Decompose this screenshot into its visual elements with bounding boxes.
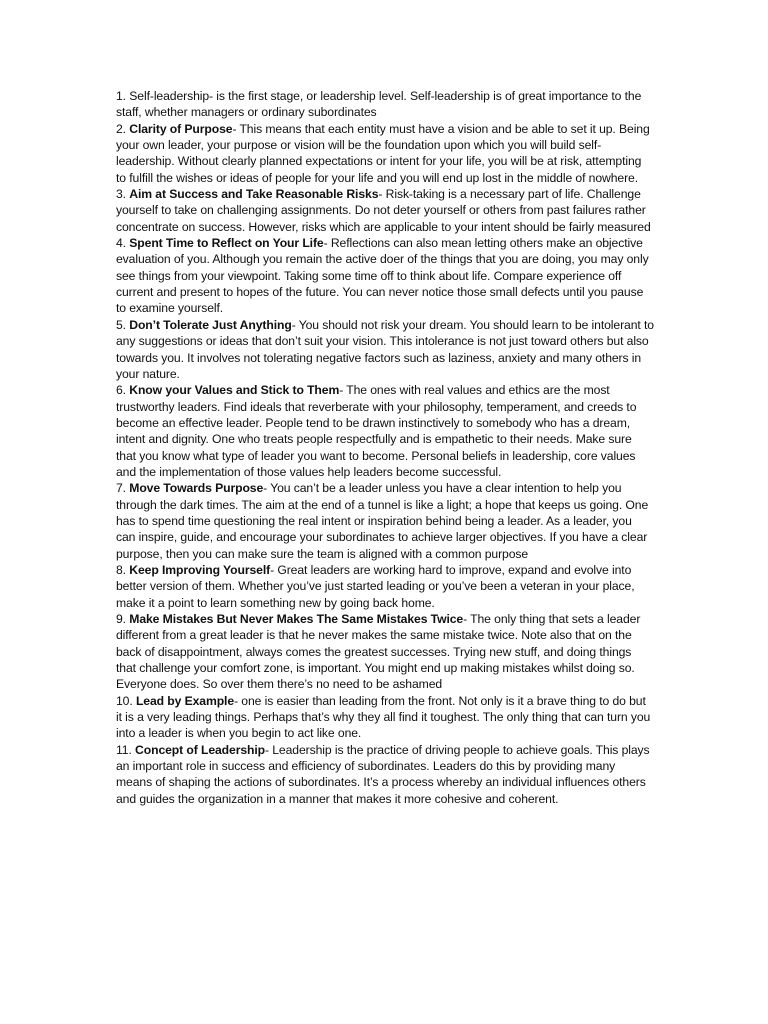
item-heading: Lead by Example — [135, 693, 235, 708]
document-body — [116, 88, 654, 807]
item-number: 8. — [116, 562, 126, 577]
list-item-1 — [116, 88, 654, 121]
item-text: - Leadership is the practice of driving people to achieve goals. This plays an important role in success and efficiency of subordinates. Leaders do this by providing many means of shaping the actions of subordinates. It’s a process whereby an individual influences others and guides the organization in a manner that makes it more cohesive and coherent. — [116, 742, 650, 806]
item-number: 5. — [116, 317, 126, 332]
list-item-7 — [116, 480, 654, 562]
item-text: - Great leaders are working hard to improve, expand and evolve into better version of them. Whether you’ve just started leading or you’ve been a veteran in your place, make it a point to learn something new by going back home. — [116, 562, 635, 610]
list-item-8 — [116, 562, 654, 611]
item-text: - You should not risk your dream. You should learn to be intolerant to any suggestions or ideas that don’t suit your vision. This intolerance is not just toward others but also towards you. It involves not tolerating negative factors such as laziness, anxiety and many others in your nature. — [116, 317, 654, 381]
item-heading: Don’t Tolerate Just Anything — [129, 317, 292, 332]
item-number: 1. — [116, 89, 126, 103]
item-number: 7. — [116, 481, 126, 496]
item-heading: Spent Time to Reflect on Your Life — [129, 236, 324, 251]
item-text: Self-leadership- is the first stage, or leadership level. Self-leadership is of great importance to the staff, whether managers or ordinary subordinates — [116, 89, 642, 120]
item-heading: Concept of Leadership — [135, 742, 265, 757]
item-text: - This means that each entity must have a vision and be able to set it up. Being your own leader, your purpose or vision will be the foundation upon which you will build self-leadership. Without clearly planned expectations or intent for your life, you will be at risk, attempting to fulfill the wishes or ideas of people for your life and you will end up lost in the middle of nowhere. — [116, 121, 650, 185]
item-number: 6. — [116, 383, 126, 398]
list-item-10 — [116, 693, 654, 742]
item-text: - The only thing that sets a leader different from a great leader is that he never makes the same mistake twice. Note also that on the back of disappointment, always comes the greatest successes. Trying new stuff, and doing things that challenge your comfort zone, is important. You might end up making mistakes whilst doing so. Everyone does. So over them there’s no need to be ashamed — [116, 612, 641, 692]
item-text: - Reflections can also mean letting others make an objective evaluation of you. Although you remain the active doer of the things that you are doing, you may only see things from your viewpoint. Taking some time off to think about life. Compare experience off current and present to hopes of the future. You can never notice those small defects until you pause to examine yourself. — [116, 236, 649, 316]
item-text: - The ones with real values and ethics are the most trustworthy leaders. Find ideals that reverberate with your philosophy, temperament, and creeds to become an effective leader. People tend to be drawn instinctively to somebody who has a dream, intent and dignity. One who treats people respectfully and is empathetic to their needs. Make sure that you know what type of leader you want to become. Personal beliefs in leadership, core values and the implementation of those values help leaders become successful. — [116, 383, 637, 479]
item-heading: Aim at Success and Take Reasonable Risks — [129, 187, 379, 202]
list-item-9 — [116, 611, 654, 693]
item-heading: Move Towards Purpose — [129, 481, 264, 496]
item-text: - You can’t be a leader unless you have a clear intention to help you through the dark times. The aim at the end of a tunnel is like a light; a hope that keeps us going. One has to spend time questioning the real intent or inspiration behind being a leader. As a leader, you can inspire, guide, and encourage your subordinates to achieve larger objectives. If you have a clear purpose, then you can make sure the team is aligned with a common purpose — [116, 481, 649, 561]
item-number: 4. — [116, 236, 126, 251]
list-item-6 — [116, 382, 654, 480]
item-number: 9. — [116, 612, 126, 626]
list-item-3 — [116, 186, 654, 235]
item-heading: Know your Values and Stick to Them — [129, 383, 340, 398]
item-heading: Keep Improving Yourself — [129, 562, 271, 577]
list-item-5 — [116, 317, 654, 382]
item-text: - Risk-taking is a necessary part of life. Challenge yourself to take on challenging assignments. Do not deter yourself or others from past failures rather concentrate on success. However, risks which are applicable to your intent should be fairly measured — [116, 187, 651, 234]
item-number: 3. — [116, 187, 126, 202]
item-number: 2. — [116, 121, 126, 136]
item-number: 10. — [116, 693, 133, 708]
item-number: 11. — [116, 742, 132, 757]
list-item-4 — [116, 235, 654, 317]
item-heading: Make Mistakes But Never Makes The Same Mistakes Twice — [129, 612, 464, 626]
item-text: - one is easier than leading from the front. Not only is it a brave thing to do but it is a very leading things. Perhaps that’s why they all find it toughest. The only thing that can turn you into a leader is when you begin to act like one. — [116, 693, 651, 741]
list-item-2 — [116, 121, 654, 186]
list-item-11 — [116, 742, 654, 807]
item-heading: Clarity of Purpose — [129, 121, 233, 136]
